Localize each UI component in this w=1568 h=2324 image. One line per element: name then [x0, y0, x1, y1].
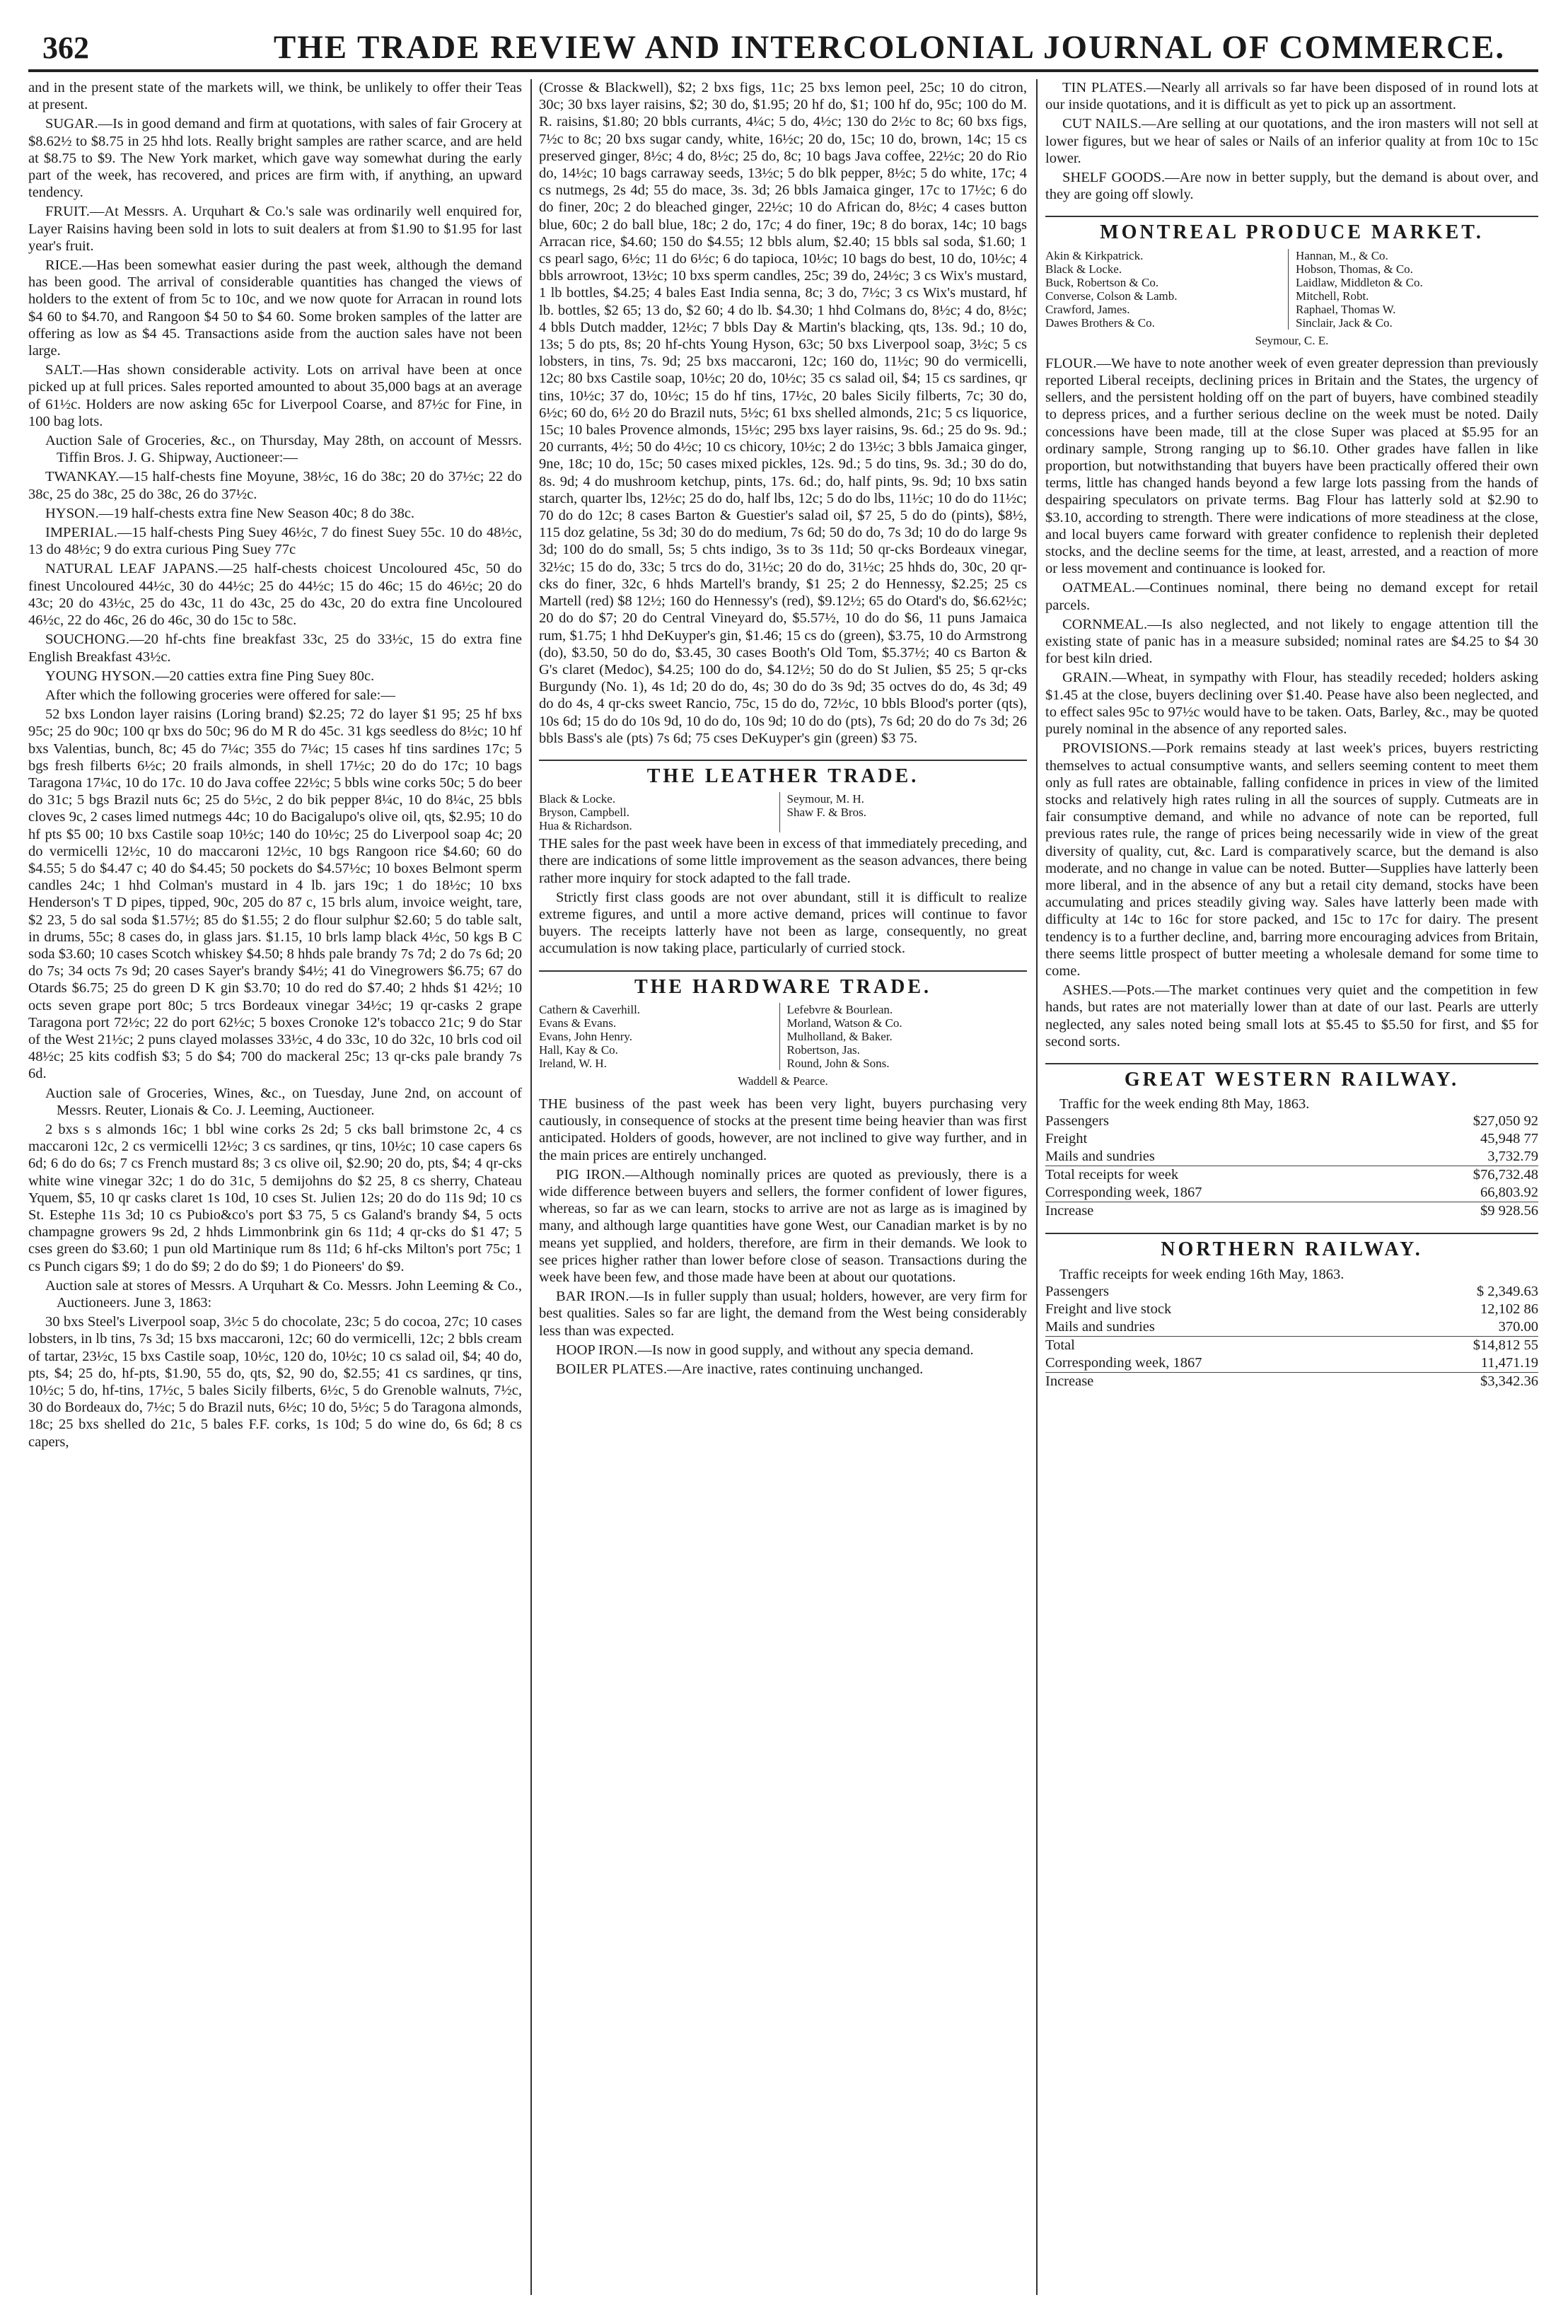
table-row	[1045, 1112, 1538, 1130]
grain-paragraph: GRAIN.—Wheat, in sympathy with Flour, has steadily receded; holders asking $1.45 at the close, buyers declining over $1.40. Pease have also been neglected, and to effect sales 95c to 97½c would have to be taken. Oats, Barley, &c., may be quoted purely nominal in the absence of any reported sales.	[1045, 670, 1538, 738]
after-paragraph: After which the following groceries were offered for sale:—	[45, 687, 395, 703]
table-row	[1045, 1336, 1538, 1354]
produce-firms-right	[1288, 249, 1538, 330]
running-title: THE TRADE REVIEW AND INTERCOLONIAL JOURNAL OF COMMERCE.	[273, 29, 1506, 66]
leather-paragraph-1: THE sales for the past week have been in excess of that immediately preceding, and there are indications of some little improvement as the season advances, there being rather more inquiry for stock adapted to the fall trade.	[539, 836, 1027, 886]
natural-leaf-paragraph: NATURAL LEAF JAPANS.—25 half-chests choicest Uncoloured 45c, 50 do finest Uncoloured 44½c, 30 do 44½c; 25 do 44½c; 15 do 46c; 15 do 46½c; 20 do 43c; 20 do 43½c, 25 do 43c, 11 do 43c, 25 do 43c, 20 do extra fine Uncoloured 46½c, 22 do 46c, 26 do 46c, 30 do 15c to 58c.	[28, 561, 522, 629]
columns	[28, 79, 1538, 2295]
column-rule	[1036, 79, 1038, 2295]
row-value: 45,948 77	[1480, 1131, 1538, 1147]
leather-trade-title: THE LEATHER TRADE.	[539, 760, 1027, 785]
corresponding-label: Corresponding week, 1867	[1045, 1354, 1202, 1371]
tin-plates-paragraph: TIN PLATES.—Nearly all arrivals so far have been disposed of in round lots at our inside quotations, and it is difficult as yet to pick up an assortment.	[1045, 80, 1538, 113]
bar-iron-paragraph: BAR IRON.—Is in fuller supply than usual; holders, however, are very firm for best qualities. Sales so far are light, the demand from the West being considerably less than was expected.	[539, 1289, 1027, 1339]
row-value: 3,732.79	[1487, 1149, 1538, 1165]
hoop-iron-paragraph: HOOP IRON.—Is now in good supply, and without any specia demand.	[556, 1342, 974, 1358]
table-row	[1045, 1166, 1538, 1185]
firm-name: Robertson, Jas.	[786, 1042, 860, 1057]
firm-name: Crawford, James.	[1045, 302, 1130, 316]
produce-firms	[1045, 249, 1538, 330]
great-western-title: GREAT WESTERN RAILWAY.	[1045, 1063, 1538, 1088]
hardware-firm-center: Waddell & Pearce.	[738, 1074, 828, 1088]
imperial-paragraph: IMPERIAL.—15 half-chests Ping Suey 46½c, 7 do finest Suey 55c. 10 do 48½c, 13 do 48½c; 9 do extra curious Ping Suey 77c	[28, 525, 522, 558]
firm-name: Cathern & Caverhill.	[539, 1002, 641, 1016]
firm-name: Mitchell, Robt.	[1296, 289, 1369, 303]
row-label: Mails and sundries	[1045, 1318, 1155, 1335]
auction-2-paragraph: 2 bxs s s almonds 16c; 1 bbl wine corks 2s 2d; 5 cks ball brimstone 2c, 4 cs maccaroni 12c, 2 cs vermicelli 12½c; 3 cs sardines, qr tins, 10½c; 10 case capers 6s 6d; 6 do do 6s; 7 cs French mustard 8s; 3 cs olive oil, $2.90; 20 do, pts, $4; 4 qr-cks white wine vinegar 32c; 1 do do 31c, 5 demijohns do $2 25, 8 cs sherry, Chateau Yquem, $5, 10 qr casks claret 1s 10d, 10 cses St. Julien 12s; 20 do do 11s 9d; 10 cs St. Estephe 11s 3d; 10 cs Pubio&co's port $3 75, 5 cs Galand's brandy $4, 5 octs champagne growers 9s 2d, 2 hhds Limmonbrink gin 6s 11d; 4 qr-cks do $1 47; 5 cses green do $3.60; 1 pun old Martinique rum 8s 11d; 6 hf-cks Milton's port 75c; 1 cs Punch cigars $9; 1 do do $9; 2 do do $9; 1 do Pioneers' do $9.	[28, 1121, 522, 1274]
firm-name: Converse, Colson & Lamb.	[1045, 289, 1178, 303]
great-western-heading: Traffic for the week ending 8th May, 1863.	[1059, 1096, 1310, 1112]
groceries-paragraph: 52 bxs London layer raisins (Loring brand) $2.25; 72 do layer $1 95; 25 hf bxs 95c; 25 do 90c; 100 qr bxs do 50c; 96 do M R do 45c. 31 kgs seedless do 8½c; 10 hf bxs Valentias, bunch, 8c; 45 do 7¼c; 355 do 7¼c; 15 cases hf tins sardines 17c; 5 bgs fresh filberts 6½c; 20 frails almonds, in shell 17½c; 20 do do 17c; 10 bags Taragona 17¼c, 10 do 17c. 10 do Java coffee 22½c; 5 bbls wine corks 50c; 5 do beer do 31c; 5 bgs Brazil nuts 6c; 25 do 5½c, 2 do bik pepper 8¼c, 10 do 8¼c, 25 bbls cloves 9c, 2 cases limed nutmegs 44c; 10 do Bacigalupo's olive oil, qts, $2.95; 10 do hf pts $5 00; 10 bxs Castile soap 10½c; 140 do 10½c; 25 do Liverpool soap 4c; 20 do vermicelli 12½c, 10 do maccaroni 12½c, 10 bgs Rangoon rice $4.60; 60 do $4.55; 5 do $4.47 c; 40 do $4.45; 50 pockets do $4.57½c; 10 boxes Belmont sperm candles 24c; 1 hhd Colman's mustard in 4 lb. jars 19c; 1 do 18½c; 10 bxs Henderson's T D pipes, tipped, 90c, 205 do 87 c, 15 brls alum, invoice weight, tare, $2 23, 5 do sal soda $1.57½; 85 do $1.55; 2 do flour sulphur $2.60; 5 do table salt, in drums, 55c; 8 cases do, in glass jars. $1.15, 10 brls lamp black 4½c, 50 kgs B C soda $3.60; 10 cases Scotch whiskey $4.50; 8 hhds pale brandy 7s 7d; 2 do 7s 6d; 20 do 7s; 34 octs 7s 9d; 20 cases Sayer's brandy $4½; 41 do Vinegrowers $6.75; 67 do Otards $6.75; 25 do green D K gin $3.70; 10 do red do $7.40; 2 hhds $1 42½; 10 octs seven grape port 80c; 5 trcs Bordeaux vinegar 34½c; 19 qr-casks 2 grape Taragona port 72½c; 22 do port 62½c; 5 boxes Cronoke 12's tobacco 21c; 9 do Star of the West 21½c; 2 puns clayed molasses 33½c, 4 do 33c, 10 do 32c, 10 brls cod oil 48½c; 25 kits codfish $3; 5 do $4; 700 do mackeral 25c; 13 qr-cks pale brandy 7s 6d.	[28, 707, 522, 1082]
souchong-paragraph: SOUCHONG.—20 hf-chts fine breakfast 33c, 25 do 33½c, 15 do extra fine English Breakfast 43½c.	[28, 632, 522, 665]
cornmeal-paragraph: CORNMEAL.—Is also neglected, and not likely to engage attention till the existing state of panic has in a measure subsided; nominal rates are $4.25 to $4 30 for best kiln dried.	[1045, 616, 1538, 667]
twankay-paragraph: TWANKAY.—15 half-chests fine Moyune, 38½c, 16 do 38c; 20 do 37½c; 22 do 38c, 25 do 38c, 25 do 38c, 26 do 37½c.	[28, 469, 522, 502]
auction-3-paragraph: 30 bxs Steel's Liverpool soap, 3½c 5 do chocolate, 23c; 5 do cocoa, 27c; 10 cases lobsters, in lb tins, 7s 3d; 15 bxs maccaroni, 12c; 60 do vermicelli, 12c; 2 bbls cream of tartar, 23½c, 15 bxs Castile soap, 10½c, 120 do, 10½c; 10 cs salad oil, $4; 40 do, pts, $4; 25 do, hf-pts, $1.90, 55 do, qts, $2, 90 do, $2.55; 41 cs sardines, qr tins, 10½c; 5 do, hf-tins, 17½c, 5 bales Sicily filberts, 6½c, 5 do Grenoble walnuts, 7½c, 30 do Bordeaux do, 7½c; 5 do Brazil nuts, 6½c; 10 do, 5½c; 5 do Taragona almonds, 18c; 25 bxs shelled do 21c, 5 bales F.F. corks, 1s 10d; 5 do wine do, 6s 6d; 8 cs capers,	[28, 1314, 522, 1450]
firm-name: Laidlaw, Middleton & Co.	[1296, 275, 1423, 289]
shelf-goods-paragraph: SHELF GOODS.—Are now in better supply, but the demand is about over, and they are going off slowly.	[1045, 170, 1538, 203]
table-row	[1045, 1318, 1538, 1337]
oatmeal-paragraph: OATMEAL.—Continues nominal, there being no demand except for retail parcels.	[1045, 580, 1538, 613]
total-label: Total receipts for week	[1045, 1166, 1393, 1185]
hardware-trade-title: THE HARDWARE TRADE.	[539, 970, 1027, 996]
ashes-paragraph: ASHES.—Pots.—The market continues very quiet and the competition in few hands, but rates are not materially lower than at date of our last. Pearls are utterly neglected, any sales noted being small lots at $5.45 to $5.50 for first, and $5 for second sorts.	[1045, 982, 1538, 1050]
young-hyson-paragraph: YOUNG HYSON.—20 catties extra fine Ping Suey 80c.	[45, 668, 375, 684]
leather-firms-right	[779, 792, 1028, 832]
auction-heading-2: Auction sale of Groceries, Wines, &c., on Tuesday, June 2nd, on account of Messrs. Reuter, Lionais & Co. J. Leeming, Auctioneer.	[45, 1085, 522, 1118]
corresponding-value: 66,803.92	[1480, 1185, 1538, 1201]
firm-name: Ireland, W. H.	[539, 1056, 607, 1070]
row-label: Passengers	[1045, 1283, 1109, 1299]
intro-paragraph: and in the present state of the markets will, we think, be unlikely to offer their Teas at present.	[28, 80, 522, 113]
hardware-firms-right	[779, 1003, 1028, 1070]
provisions-paragraph: PROVISIONS.—Pork remains steady at last week's prices, buyers restricting themselves to actual consumptive wants, and sellers seeming content to meet them only as full rates are obtainable, falling confidence in prices in view of the limited stocks and relatively high rates ruling in all the sources of supply. Cutmeats are in fair consumptive demand, and while no advance of note can be reported, full previous rates rule, the range of prices being necessarily wide in view of the great diversity of quality, cut, &c. Lard is comparatively scarce, but the demand is also moderate, and no change in value can be noted. Butter—Supplies have latterly been more liberal, and in the absence of any but a retail city demand, stocks have been accumulating and prices steadily giving way. Sales have latterly been made with difficulty at 14c to 16c for store packed, and 15c to 17c for dairy. The present tendency is to a further decline, and, barring more encouraging advices from Britain, there seems little prospect of butter meeting a wholesale demand for some time to come.	[1045, 740, 1538, 979]
firm-name: Black & Locke.	[1045, 262, 1122, 276]
firm-name: Evans & Evans.	[539, 1016, 617, 1030]
total-value: $76,732.48	[1393, 1166, 1538, 1185]
corresponding-value: 11,471.19	[1480, 1354, 1538, 1371]
row-label: Freight	[1045, 1131, 1088, 1147]
table-row	[1045, 1184, 1538, 1202]
increase-label: Increase	[1045, 1202, 1393, 1221]
column-1	[28, 79, 522, 2295]
newspaper-page	[28, 28, 1538, 2295]
firm-name: Lefebvre & Bourlean.	[786, 1002, 893, 1016]
firm-name: Hall, Kay & Co.	[539, 1042, 618, 1057]
cut-nails-paragraph: CUT NAILS.—Are selling at our quotations, and the iron masters will not sell at lower figures, but we hear of sales or Nails of an inferior quality at from 10c to 15c lower.	[1045, 116, 1538, 166]
hardware-paragraph-1: THE business of the past week has been very light, buyers purchasing very cautiously, in consequence of stocks at the present time being heavier than was first anticipated. Holders of goods, however, are not inclined to give way further, and in the main prices are entirely unchanged.	[539, 1096, 1027, 1163]
increase-value: $9 928.56	[1393, 1202, 1538, 1221]
row-label: Freight and live stock	[1045, 1301, 1172, 1317]
boiler-plates-paragraph: BOILER PLATES.—Are inactive, rates continuing unchanged.	[556, 1361, 924, 1377]
produce-firm-center: Seymour, C. E.	[1255, 333, 1329, 347]
sugar-paragraph: SUGAR.—Is in good demand and firm at quotations, with sales of fair Grocery at $8.62½ to $8.75 in 25 hhd lots. Really bright samples are rather scarce, and are held at $8.75 to $9. The New York market, which gave way somewhat during the early part of the week, has recovered, and prices are firm with, if anything, an upward tendency.	[28, 116, 522, 201]
row-value: 12,102 86	[1480, 1301, 1538, 1317]
table-row	[1045, 1354, 1538, 1373]
rice-paragraph: RICE.—Has been somewhat easier during the past week, although the demand has been good. The arrival of considerable quantities has changed the views of holders to the extent of from 5c to 10c, and we now quote for Arracan in round lots $4 60 to $4.70, and Rangoon $4 50 to $4 60. Some broken samples of the latter are offering as low as $4 45. Transactions aside from the auction sales have not been large.	[28, 257, 522, 359]
page-number: 362	[42, 30, 89, 65]
row-label: Passengers	[1045, 1113, 1109, 1129]
great-western-table	[1045, 1112, 1538, 1220]
firm-name: Round, John & Sons.	[786, 1056, 890, 1070]
table-row	[1045, 1130, 1538, 1148]
firm-name: Bryson, Campbell.	[539, 806, 629, 820]
produce-market-title: MONTREAL PRODUCE MARKET.	[1045, 216, 1538, 241]
hardware-firms-left	[539, 1003, 779, 1070]
firm-name: Shaw F. & Bros.	[786, 806, 866, 820]
table-row	[1045, 1202, 1538, 1221]
firm-name: Dawes Brothers & Co.	[1045, 315, 1155, 330]
column-3	[1045, 79, 1538, 2295]
increase-label: Increase	[1045, 1372, 1393, 1390]
row-label: Mails and sundries	[1045, 1149, 1155, 1165]
firm-name: Black & Locke.	[539, 792, 616, 806]
firm-name: Sinclair, Jack & Co.	[1296, 315, 1393, 330]
table-row	[1045, 1301, 1538, 1318]
northern-railway-title: NORTHERN RAILWAY.	[1045, 1233, 1538, 1258]
pig-iron-paragraph: PIG IRON.—Although nominally prices are quoted as previously, there is a wide difference between buyers and sellers, the former confident of lower figures, whereas, so far as we can learn, stocks to arrive are not as large as is imagined by many, and although large quantities have gone West, our Canadian market is by no means yet supplied, and holders, therefore, are firm in their demands. We look to see prices higher rather than lower before close of season. Transactions during the week have been few, and those made have been at about our quotations.	[539, 1166, 1027, 1285]
row-value: 370.00	[1498, 1318, 1538, 1335]
column-rule	[530, 79, 532, 2295]
corresponding-label: Corresponding week, 1867	[1045, 1185, 1202, 1201]
hardware-firms	[539, 1003, 1027, 1070]
fruit-paragraph: FRUIT.—At Messrs. A. Urquhart & Co.'s sale was ordinarily well enquired for, Layer Raisins having been sold in lots to suit dealers at from $1.90 to $1.95 for last year's fruit.	[28, 204, 522, 254]
total-label: Total	[1045, 1336, 1393, 1354]
firm-name: Hannan, M., & Co.	[1296, 248, 1388, 262]
flour-paragraph: FLOUR.—We have to note another week of even greater depression than previously reported Liberal receipts, declining prices in Britain and the States, the urgency of sellers, and the persistent holding off on the part of buyers, have combined steadily to depress prices, and a further serious decline on the week must be noted. Daily concessions have been made, till at the close Super was placed at $5.95 for an ordinary sample, Strong ranging up to $6.10. Other grades have fallen in like proportion, but notwithstanding that buyers have been practically offered their own terms, little has changed hands beyond a few large lots passing from the hands of despairing speculators on private terms. Bag Flour has latterly sold at $2.90 to $3.10, according to strength. There were indications of more steadiness at the close, and local buyers came forward with greater confidence to replenish their depleted stocks, and the decline seems for the time, at least, arrested, and a reaction of more or less movement and continuance is looked for.	[1045, 355, 1538, 577]
firm-name: Raphael, Thomas W.	[1296, 302, 1396, 316]
firm-name: Morland, Watson & Co.	[786, 1016, 902, 1030]
total-value: $14,812 55	[1393, 1336, 1538, 1354]
auction-heading-1: Auction Sale of Groceries, &c., on Thursday, May 28th, on account of Messrs. Tiffin Bros. J. G. Shipway, Auctioneer:—	[45, 433, 522, 466]
continued-paragraph: (Crosse & Blackwell), $2; 2 bxs figs, 11c; 25 bxs lemon peel, 25c; 10 do citron, 30c; 30 bxs layer raisins, $2; 30 do, $1.95; 20 hf do, $1; 100 hf do, 95c; 100 do M. R. raisins, $1.80; 20 bbls currants, 4¼c; 5 do, 4½c; 130 do 2½c to 8c; 60 bxs figs, 7½c to 8c; 20 bxs sugar candy, white, 16½c; 20 do, 15c; 10 do, brown, 14c; 15 cs preserved ginger, 8½c; 4 do, 8½c; 25 do, 8c; 10 bags Java coffee, 22½c; 20 do Rio do, 14½c; 10 bags carraway seeds, 13½c; 5 do blk pepper, 8½c; 5 do white, 17c; 4 cs nutmegs, 2s 4d; 55 do mace, 3s. 3d; 26 bbls Jamaica ginger, 17c to 17½c; 6 do do finer, 20c; 2 do bleached ginger, 22½c; 10 do African do, 8½c; 4 cases button blue, 60c; 2 do ball blue, 18c; 2 do, 17c; 4 do finer, 19c; 8 do borax, 14c; 10 bags Arracan rice, $4.60; 150 do $4.55; 12 bbls alum, $2.40; 15 bbls sal soda, $1.60; 1 cs pearl sago, 6½c; 11 do 6½c; 6 do tapioca, 10½c; 10 bags do best, 10 do, 10½c; 4 bbls arrowroot, 13½c; 10 bxs sperm candles, 25c; 39 do, 24½c; 3 cs Wix's mustard, 1 lb bottles, $4.25; 4 bales East India senna, 8c; 3 do, 7½c; 3 cs Wix's mustard, hf lb. bottles, $2 65; 13 do, $2 60; 4 do lb. $4.30; 1 hhd Colmans do, 8½c; 4 do, 8½c; 4 bbls Dutch madder, 12½c; 7 bbls Day & Martin's blacking, qts, 13s. 9d.; 10 do, 13s; 5 do pts, 8s; 20 hf-chts Young Hyson, 63c; 50 bxs Liverpool soap, 3½c; 5 cs lobsters, in tins, 7s. 9d; 25 bxs maccaroni, 12c; 160 do, 11½c; 90 do vermicelli, 12c; 80 bxs Castile soap, 10½c; 20 do, 10½c; 35 cs salad oil, $4; 15 cs sardines, qr tins, 10½c; 37 do, 10½c; 15 do hf tins, 17½c, 20 bales Sicily filberts, 7c; 30 do, 6½c; 60 do, 6½ 20 do Brazil nuts, 5½c; 61 bxs shelled almonds, 21c; 5 cs liquorice, 15c; 10 bales Provence almonds, 15½c; 295 bxs layer raisins, 9s. 6d.; 25 do 9s. 9d.; 20 currants, 4½; 50 do 4½c; 10 cs chicory, 10½c; 2 do 13½c; 3 bbls Jamaica ginger, 9ne, 18c; 10 do, 15c; 50 cases mixed pickles, 12s. 9d.; 5 do tins, 9s. 3d.; 30 do do, 8s. 9d; 4 do mushroom ketchup, pints, 17s. 6d.; do, half pints, 9s. 9d; 10 bxs satin starch, quarter lbs, 12½c; 25 do do, half lbs, 12c; 5 do do lbs, 11½c; 10 do do 11½c; 70 do do 12c; 8 cases Barton & Guestier's salad oil, $7 25, 5 do do (pints), $8½, 115 doz gelatine, 5s 3d; 30 do do medium, 7s 6d; 50 do do, 7s 3d; 10 do do large 9s 3d; 100 do do small, 5s; 5 chts indigo, 3s to 3s 11d; 50 qr-cks Bordeaux vinegar, 32½c; 15 do do, 33c; 5 trcs do do, 31½c; 20 do do, 31½c; 25 hhds do, 30c, 20 qr-cks do finer, 32c, 6 hhds Martell's brandy, $1 25; 2 do Hennessy, $2.25; 25 cs Martell (red) $8 12½; 160 do Hennessy's (red), $9.12½; 65 do Otard's do, $6.62½c; 20 do do $7; 20 do Central Vineyard do, $5.57½, 10 do do $6, 11 puns Jamaica rum, $1.75; 1 hhd DeKuyper's gin, $1.46; 15 cs do (green), $3.75, 10 do Armstrong (do), $3.50, 50 do do, $3.45, 30 cases Booth's Old Tom, $5.37½; 40 cs Barton & G's claret (Medoc), $4.25; 100 do do, $4.12½; 50 do do St Julien, $5 25; 5 qr-cks Burgundy (No. 1), 4s 1d; 20 do do, 4s; 30 do do 3s 9d; 35 octves do do, 4s 3d; 49 do do 4s, 4 qr-cks sweet Rancio, 75c, 15 do do, 72½c, 10 bbls Blood's porter (qts), 10s 6d; 15 do do 10s 9d, 10 do do, 10s 9d; 10 do do (pts), 7s 6d; 20 do do 7s 3d; 26 bbls Bass's ale (pts) 7s 6d; 75 cses DeKuyper's gin (green) $3 75.	[539, 80, 1027, 746]
firm-name: Buck, Robertson & Co.	[1045, 275, 1159, 289]
firm-name: Hobson, Thomas, & Co.	[1296, 262, 1413, 276]
table-row	[1045, 1372, 1538, 1390]
firm-name: Mulholland, & Baker.	[786, 1029, 893, 1043]
row-value: $ 2,349.63	[1476, 1283, 1538, 1299]
produce-firms-left	[1045, 249, 1288, 330]
column-2	[539, 79, 1027, 2295]
table-row	[1045, 1283, 1538, 1301]
auction-heading-3: Auction sale at stores of Messrs. A Urquhart & Co. Messrs. John Leeming & Co., Auctioneers. June 3, 1863:	[45, 1277, 522, 1311]
northern-railway-table	[1045, 1283, 1538, 1390]
northern-railway-heading: Traffic receipts for week ending 16th May, 1863.	[1059, 1266, 1345, 1282]
firm-name: Hua & Richardson.	[539, 819, 632, 833]
page-header	[28, 28, 1538, 72]
leather-firms	[539, 792, 1027, 832]
increase-value: $3,342.36	[1393, 1372, 1538, 1390]
salt-paragraph: SALT.—Has shown considerable activity. Lots on arrival have been at once picked up at full prices. Sales reported amounted to about 35,000 bags at an average of 61½c. Holders are now asking 65c for Liverpool Coarse, and 87½c for Fine, in 100 bag lots.	[28, 362, 522, 429]
leather-paragraph-2: Strictly first class goods are not over abundant, still it is difficult to realize extreme figures, and until a more active demand, prices will continue to favor buyers. The receipts latterly have not been as large, consequently, no great accumulation is now taking place, particularly of curried stock.	[539, 889, 1027, 957]
firm-name: Seymour, M. H.	[786, 792, 864, 806]
firm-name: Evans, John Henry.	[539, 1029, 633, 1043]
firm-name: Akin & Kirkpatrick.	[1045, 248, 1144, 262]
hyson-paragraph: HYSON.—19 half-chests extra fine New Season 40c; 8 do 38c.	[45, 505, 415, 521]
row-value: $27,050 92	[1473, 1113, 1538, 1129]
leather-firms-left	[539, 792, 779, 832]
table-row	[1045, 1148, 1538, 1166]
